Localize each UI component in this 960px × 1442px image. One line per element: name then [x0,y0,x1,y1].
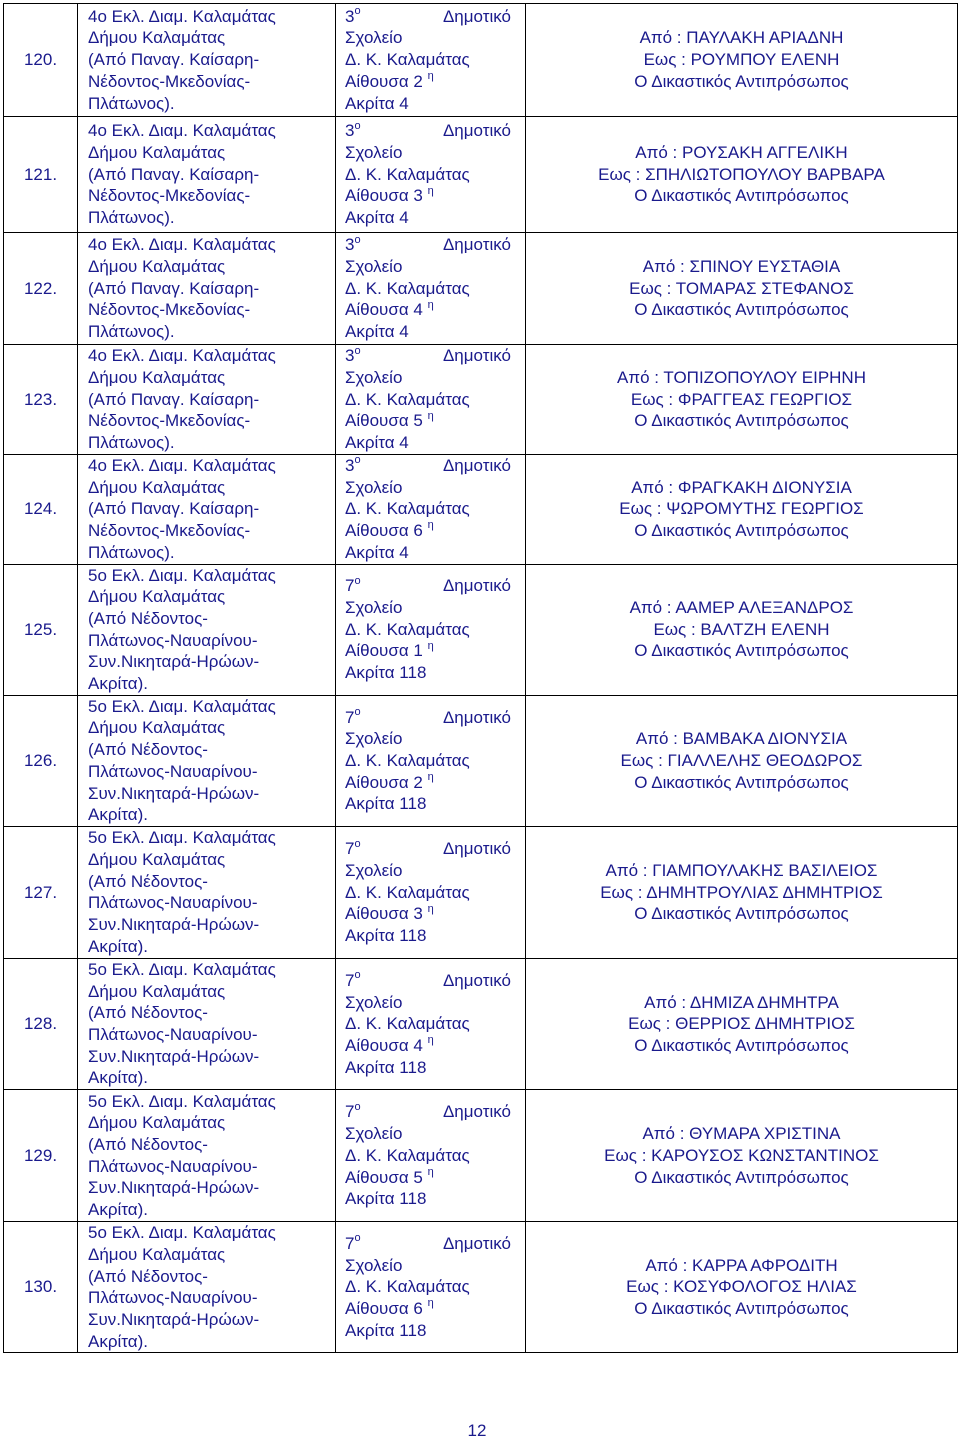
room-suffix: η [427,1165,434,1178]
school-number-suffix: ο [354,119,361,132]
school-line [345,575,511,597]
section-line: 4ο Εκλ. Διαμ. Καλαμάτας [88,121,276,141]
range-from: Από : ΘΥΜΑΡΑ ΧΡΙΣΤΙΝΑ [642,1124,841,1144]
section-line: (Από Παναγ. Καίσαρη- [88,164,260,184]
section-line: Νέδοντος-Μκεδονίας- [88,300,251,320]
section-line: Δήμου Καλαμάτας [88,1113,226,1133]
school-number: 3 [345,456,355,475]
section-line: Ακρίτα). [88,1200,148,1220]
school-number-suffix: ο [354,454,361,467]
school-number-suffix: ο [354,574,361,587]
school-number-suffix: ο [354,1100,361,1113]
section-line: Πλάτωνος). [88,93,175,113]
street-address: Ακρίτα 118 [345,1057,427,1077]
section-line: Πλάτωνος). [88,208,175,228]
section-line: Δήμου Καλαμάτας [88,718,226,738]
room-line [345,410,511,432]
room-number: Αίθουσα 1 [345,641,423,661]
section-line: Ακρίτα). [88,1331,148,1351]
representative-info [526,233,958,345]
school-type: Δημοτικό [442,576,511,596]
school-word: Σχολείο [345,142,403,162]
table-body [4,4,958,1353]
section-line: Πλάτωνος). [88,542,175,562]
representative-role: Ο Δικαστικός Αντιπρόσωπος [634,641,849,661]
room-line [345,71,511,93]
section-line: Ακρίτα). [88,1068,148,1088]
school-number: 7 [345,970,355,990]
range-from: Από : ΒΑΜΒΑΚΑ ΔΙΟΝΥΣΙΑ [635,729,848,749]
community-name: Δ. Κ. Καλαμάτας [345,882,470,902]
representative-info [526,695,958,826]
row-number: 130. [4,1222,78,1353]
range-to: Εως : ΓΙΑΛΛΕΛΗΣ ΘΕΟΔΩΡΟΣ [620,750,863,770]
range-from: Από : ΠΑΥΛΑΚΗ ΑΡΙΑΔΝΗ [639,28,844,48]
school-line [345,6,511,28]
school-number: 3 [345,346,355,366]
table-row [4,826,958,958]
school-word: Σχολείο [345,1124,403,1144]
section-line: Συν.Νικηταρά-Ηρώων- [88,652,260,672]
section-line: Νέδοντος-Μκεδονίας- [88,186,251,206]
section-line: Πλάτωνος-Ναυαρίνου- [88,630,258,650]
row-number: 125. [4,564,78,695]
range-from: Από : ΣΠΙΝΟΥ ΕΥΣΤΑΘΙΑ [642,256,841,276]
section-line: Συν.Νικηταρά-Ηρώων- [88,1046,260,1066]
room-number: Αίθουσα 6 [345,521,423,541]
school-number: 3 [345,235,355,255]
school-line [345,970,511,992]
polling-section [78,1222,336,1353]
section-line: (Από Νέδοντος- [88,608,208,628]
row-number: 129. [4,1090,78,1222]
range-to: Εως : ΚΑΡΟΥΣΟΣ ΚΩΝΣΤΑΝΤΙΝΟΣ [604,1145,879,1165]
room-line [345,1298,511,1320]
representative-role: Ο Δικαστικός Αντιπρόσωπος [634,71,849,91]
room-number: Αίθουσα 2 [345,71,423,91]
table-row [4,117,958,233]
row-number: 127. [4,826,78,958]
school-type: Δημοτικό [442,456,511,475]
representative-info [526,826,958,958]
representative-info [526,1222,958,1353]
room-number: Αίθουσα 3 [345,904,423,924]
section-line: Συν.Νικηταρά-Ηρώων- [88,1178,260,1198]
school-line [345,234,511,256]
table-row [4,455,958,565]
room-line [345,640,511,662]
section-line: 5ο Εκλ. Διαμ. Καλαμάτας [88,696,276,716]
school-number: 7 [345,576,355,596]
representative-info [526,117,958,233]
section-line: Συν.Νικηταρά-Ηρώων- [88,915,260,935]
community-name: Δ. Κ. Καλαμάτας [345,164,470,184]
school-word: Σχολείο [345,256,403,276]
section-line: Νέδοντος-Μκεδονίας- [88,71,251,91]
polling-location [336,455,526,565]
section-line: Δήμου Καλαμάτας [88,256,226,276]
street-address: Ακρίτα 118 [345,663,427,683]
school-line [345,1233,511,1255]
section-line: Πλάτωνος-Ναυαρίνου- [88,761,258,781]
school-type: Δημοτικό [442,6,511,26]
table-row [4,233,958,345]
section-line: Δήμου Καλαμάτας [88,477,226,497]
section-line: Δήμου Καλαμάτας [88,981,226,1001]
section-line: 4ο Εκλ. Διαμ. Καλαμάτας [88,6,276,26]
section-line: 4ο Εκλ. Διαμ. Καλαμάτας [88,235,276,255]
school-word: Σχολείο [345,860,403,880]
street-address: Ακρίτα 4 [345,93,409,113]
representative-role: Ο Δικαστικός Αντιπρόσωπος [634,186,849,206]
section-line: 4ο Εκλ. Διαμ. Καλαμάτας [88,346,276,366]
range-from: Από : ΑΑΜΕΡ ΑΛΕΞΑΝΔΡΟΣ [629,598,854,618]
range-from: Από : ΤΟΠΙΖΟΠΟΥΛΟΥ ΕΙΡΗΝΗ [617,367,866,387]
polling-section [78,1090,336,1222]
school-number: 3 [345,121,355,141]
section-line: Δήμου Καλαμάτας [88,367,226,387]
room-number: Αίθουσα 5 [345,411,423,431]
room-line [345,185,511,207]
representatives-table [3,3,958,1353]
street-address: Ακρίτα 118 [345,1189,427,1209]
room-line [345,299,511,321]
section-line: Πλάτωνος-Ναυαρίνου- [88,1025,258,1045]
polling-location [336,4,526,117]
school-number: 7 [345,839,355,859]
school-word: Σχολείο [345,367,403,387]
table-row [4,958,958,1089]
polling-section [78,233,336,345]
representative-role: Ο Δικαστικός Αντιπρόσωπος [634,1035,849,1055]
room-line [345,1167,511,1189]
community-name: Δ. Κ. Καλαμάτας [345,50,470,70]
section-line: (Από Παναγ. Καίσαρη- [88,499,260,519]
range-to: Εως : ΒΑΛΤΖΗ ΕΛΕΝΗ [653,619,830,639]
room-suffix: η [427,639,434,652]
school-word: Σχολείο [345,1255,403,1275]
school-word: Σχολείο [345,477,403,497]
school-type: Δημοτικό [442,707,511,727]
school-number-suffix: ο [354,705,361,718]
polling-location [336,233,526,345]
community-name: Δ. Κ. Καλαμάτας [345,1277,470,1297]
section-line: (Από Νέδοντος- [88,1003,208,1023]
room-number: Αίθουσα 2 [345,772,423,792]
school-type: Δημοτικό [442,121,511,141]
section-line: (Από Νέδοντος- [88,740,208,760]
range-to: Εως : ΔΗΜΗΤΡΟΥΛΙΑΣ ΔΗΜΗΤΡΙΟΣ [600,882,883,902]
representative-info [526,4,958,117]
representative-role: Ο Δικαστικός Αντιπρόσωπος [634,300,849,320]
room-line [345,520,511,542]
community-name: Δ. Κ. Καλαμάτας [345,389,470,409]
room-suffix: η [427,902,434,915]
community-name: Δ. Κ. Καλαμάτας [345,1014,470,1034]
polling-location [336,1222,526,1353]
room-suffix: η [427,409,434,422]
row-number: 124. [4,455,78,565]
room-suffix: η [427,298,434,311]
polling-location [336,826,526,958]
school-number: 3 [345,6,355,26]
range-to: Εως : ΤΟΜΑΡΑΣ ΣΤΕΦΑΝΟΣ [629,278,854,298]
school-number: 7 [345,1234,355,1254]
section-line: 5ο Εκλ. Διαμ. Καλαμάτας [88,959,276,979]
school-number: 7 [345,1102,355,1122]
representative-role: Ο Δικαστικός Αντιπρόσωπος [634,521,849,541]
section-line: Συν.Νικηταρά-Ηρώων- [88,783,260,803]
range-to: Εως : ΦΡΑΓΓΕΑΣ ΓΕΩΡΓΙΟΣ [630,389,853,409]
school-type: Δημοτικό [442,1102,511,1122]
range-from: Από : ΔΗΜΙΖΑ ΔΗΜΗΤΡΑ [644,992,839,1012]
school-number-suffix: ο [354,837,361,850]
section-line: 5ο Εκλ. Διαμ. Καλαμάτας [88,565,276,585]
section-line: Δήμου Καλαμάτας [88,142,226,162]
room-suffix: η [427,1297,434,1310]
section-line: 4ο Εκλ. Διαμ. Καλαμάτας [88,456,276,475]
section-line: 5ο Εκλ. Διαμ. Καλαμάτας [88,1091,276,1111]
section-line: Νέδοντος-Μκεδονίας- [88,521,251,541]
room-suffix: η [427,70,434,83]
polling-section [78,695,336,826]
table-row [4,695,958,826]
school-line [345,455,511,477]
community-name: Δ. Κ. Καλαμάτας [345,1145,470,1165]
range-to: Εως : ΘΕΡΡΙΟΣ ΔΗΜΗΤΡΙΟΣ [628,1014,855,1034]
school-number-suffix: ο [354,233,361,246]
representative-info [526,958,958,1089]
school-type: Δημοτικό [442,839,511,859]
school-number-suffix: ο [354,1232,361,1245]
school-number-suffix: ο [354,5,361,18]
street-address: Ακρίτα 4 [345,208,409,228]
row-number: 121. [4,117,78,233]
representative-role: Ο Δικαστικός Αντιπρόσωπος [634,1299,849,1319]
school-word: Σχολείο [345,598,403,618]
street-address: Ακρίτα 118 [345,1320,427,1340]
room-line [345,1035,511,1057]
school-type: Δημοτικό [442,970,511,990]
section-line: Δήμου Καλαμάτας [88,587,226,607]
room-suffix: η [427,1034,434,1047]
section-line: Πλάτωνος-Ναυαρίνου- [88,893,258,913]
polling-location [336,1090,526,1222]
street-address: Ακρίτα 118 [345,926,427,945]
school-word: Σχολείο [345,28,403,48]
school-number-suffix: ο [354,344,361,357]
school-number-suffix: ο [354,969,361,982]
representative-info [526,455,958,565]
street-address: Ακρίτα 118 [345,794,427,814]
table-row [4,4,958,117]
street-address: Ακρίτα 4 [345,542,409,562]
section-line: Πλάτωνος-Ναυαρίνου- [88,1288,258,1308]
section-line: (Από Παναγ. Καίσαρη- [88,50,260,70]
table-row [4,345,958,455]
school-line [345,120,511,142]
school-word: Σχολείο [345,729,403,749]
section-line: Νέδοντος-Μκεδονίας- [88,411,251,431]
polling-section [78,958,336,1089]
range-to: Εως : ΣΠΗΛΙΩΤΟΠΟΥΛΟΥ ΒΑΡΒΑΡΑ [598,164,885,184]
representative-info [526,1090,958,1222]
polling-location [336,958,526,1089]
table-row [4,1090,958,1222]
range-from: Από : ΡΟΥΣΑΚΗ ΑΓΓΕΛΙΚΗ [635,142,848,162]
room-suffix: η [427,184,434,197]
polling-section [78,4,336,117]
representative-info [526,564,958,695]
section-line: (Από Νέδοντος- [88,871,208,891]
room-number: Αίθουσα 3 [345,186,423,206]
section-line: Συν.Νικηταρά-Ηρώων- [88,1309,260,1329]
community-name: Δ. Κ. Καλαμάτας [345,499,470,519]
table-row [4,1222,958,1353]
section-line: Πλάτωνος). [88,322,175,342]
polling-location [336,345,526,455]
polling-location [336,695,526,826]
street-address: Ακρίτα 4 [345,433,409,453]
room-number: Αίθουσα 6 [345,1299,423,1319]
section-line: 5ο Εκλ. Διαμ. Καλαμάτας [88,1223,276,1243]
polling-location [336,117,526,233]
row-number: 126. [4,695,78,826]
room-line [345,772,511,794]
school-line [345,345,511,367]
representative-role: Ο Δικαστικός Αντιπρόσωπος [634,411,849,431]
street-address: Ακρίτα 4 [345,322,409,342]
row-number: 120. [4,4,78,117]
range-from: Από : ΓΙΑΜΠΟΥΛΑΚΗΣ ΒΑΣΙΛΕΙΟΣ [605,860,878,880]
range-from: Από : ΚΑΡΡΑ ΑΦΡΟΔΙΤΗ [645,1255,838,1275]
school-type: Δημοτικό [442,1234,511,1254]
section-line: (Από Νέδοντος- [88,1134,208,1154]
section-line: Ακρίτα). [88,936,148,956]
row-number: 122. [4,233,78,345]
community-name: Δ. Κ. Καλαμάτας [345,750,470,770]
range-from: Από : ΦΡΑΓΚΑΚΗ ΔΙΟΝΥΣΙΑ [631,477,852,497]
section-line: (Από Νέδοντος- [88,1266,208,1286]
range-to: Εως : ΨΩΡΟΜΥΤΗΣ ΓΕΩΡΓΙΟΣ [619,499,864,519]
room-suffix: η [427,519,434,532]
room-suffix: η [427,771,434,784]
school-line [345,1101,511,1123]
range-to: Εως : ΚΟΣΥΦΟΛΟΓΟΣ ΗΛΙΑΣ [626,1277,857,1297]
room-line [345,903,511,925]
school-type: Δημοτικό [442,235,511,255]
school-line [345,707,511,729]
section-line: Δήμου Καλαμάτας [88,850,226,870]
section-line: 5ο Εκλ. Διαμ. Καλαμάτας [88,828,276,848]
room-number: Αίθουσα 4 [345,300,423,320]
polling-location [336,564,526,695]
community-name: Δ. Κ. Καλαμάτας [345,619,470,639]
school-word: Σχολείο [345,992,403,1012]
section-line: Ακρίτα). [88,674,148,694]
room-number: Αίθουσα 5 [345,1167,423,1187]
school-line [345,838,511,860]
table-row [4,564,958,695]
community-name: Δ. Κ. Καλαμάτας [345,278,470,298]
polling-section [78,564,336,695]
row-number: 123. [4,345,78,455]
representative-role: Ο Δικαστικός Αντιπρόσωπος [634,772,849,792]
polling-section [78,117,336,233]
section-line: Πλάτωνος-Ναυαρίνου- [88,1156,258,1176]
section-line: Ακρίτα). [88,805,148,825]
representative-info [526,345,958,455]
school-number: 7 [345,707,355,727]
polling-section [78,345,336,455]
room-number: Αίθουσα 4 [345,1035,423,1055]
polling-section [78,826,336,958]
representative-role: Ο Δικαστικός Αντιπρόσωπος [634,1167,849,1187]
section-line: (Από Παναγ. Καίσαρη- [88,278,260,298]
section-line: Πλάτωνος). [88,433,175,453]
polling-section [78,455,336,565]
section-line: Δήμου Καλαμάτας [88,1244,226,1264]
section-line: (Από Παναγ. Καίσαρη- [88,389,260,409]
page-number: 12 [467,1421,487,1440]
school-type: Δημοτικό [442,346,511,366]
representative-role: Ο Δικαστικός Αντιπρόσωπος [634,904,849,924]
row-number: 128. [4,958,78,1089]
section-line: Δήμου Καλαμάτας [88,28,226,48]
range-to: Εως : ΡΟΥΜΠΟΥ ΕΛΕΝΗ [643,50,840,70]
